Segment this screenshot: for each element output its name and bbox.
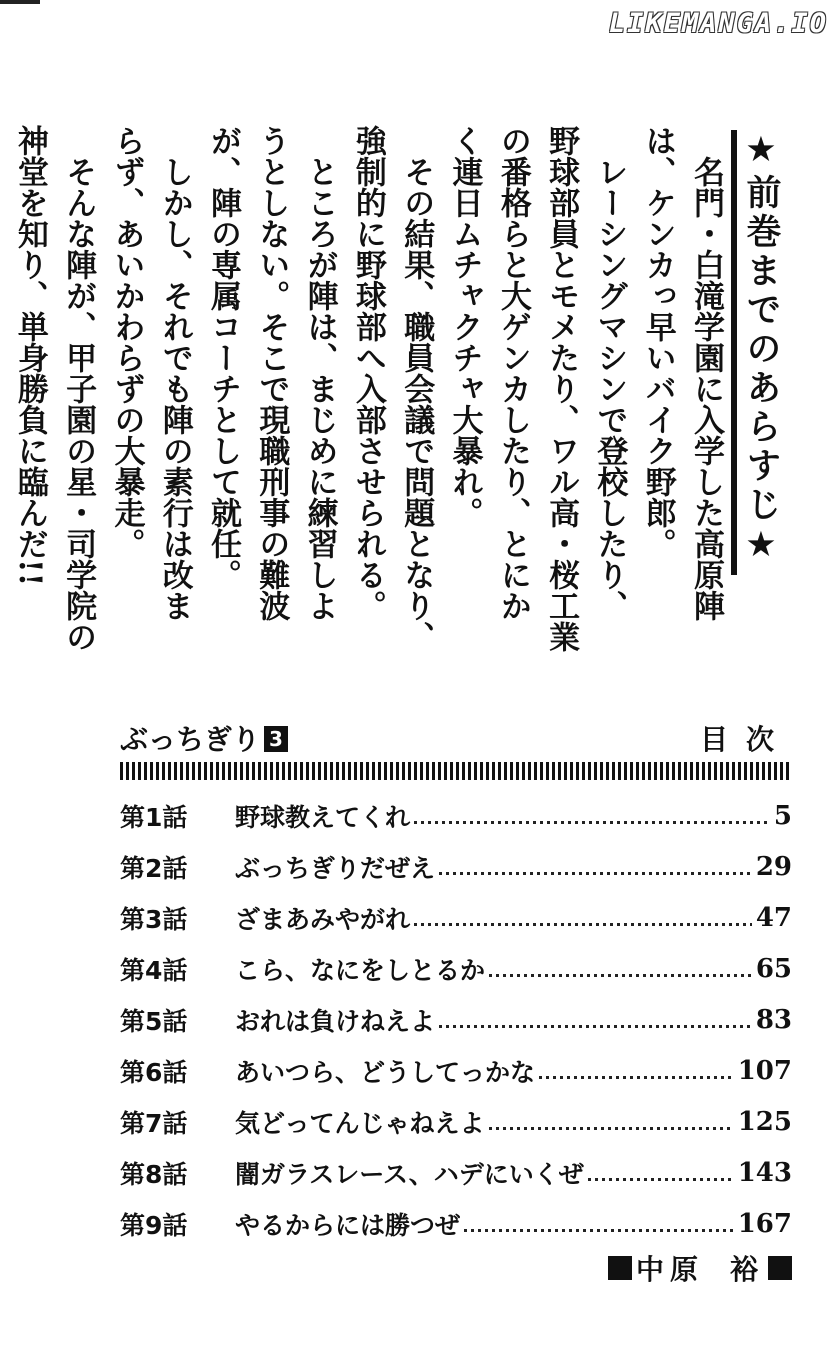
dot-leader [464,1229,734,1232]
volume-badge: 3 [264,726,288,752]
synopsis-line: が、陣の専属コーチとして就任。 [205,125,242,590]
episode-page: 143 [737,1157,792,1188]
toc-entry-7[interactable] [120,1096,792,1147]
episode-label: 第5話 [120,1006,188,1036]
black-square-icon [608,1256,632,1280]
black-square-icon [768,1256,792,1280]
episode-page: 167 [737,1208,792,1239]
episode-title: ざまあみやがれ [235,904,411,934]
synopsis-line: 野球部員とモメたり、ワル高・桜工業 [543,125,580,652]
episode-label: 第1話 [120,802,188,832]
episode-title: ぶっちぎりだぜえ [235,853,436,883]
episode-label: 第3話 [120,904,188,934]
dot-leader [439,1025,752,1028]
synopsis-text [11,125,730,652]
dot-leader [489,974,752,977]
synopsis-line: 神堂を知り、単身勝負に臨んだ!! [11,125,48,587]
episode-page: 47 [755,902,792,933]
toc-header [120,718,792,758]
episode-page: 125 [737,1106,792,1137]
dot-leader [588,1178,734,1181]
episode-page: 5 [773,800,792,831]
episode-page: 107 [737,1055,792,1086]
episode-label: 第9話 [120,1210,188,1240]
episode-page: 65 [755,953,792,984]
toc-entry-1[interactable] [120,790,792,841]
synopsis-line: の番格らと大ゲンカしたり、とにか [494,125,531,621]
synopsis-line: ところが陣は、まじめに練習しよ [301,156,338,621]
episode-title: 気どってんじゃねえよ [235,1108,485,1138]
author-given-name: 裕 [729,1253,764,1286]
author-name [636,1248,764,1288]
toc-entry-6[interactable] [120,1045,792,1096]
toc-heading: 目次 [699,723,792,756]
toc-entry-5[interactable] [120,994,792,1045]
episode-page: 83 [755,1004,792,1035]
synopsis-line: そんな陣が、甲子園の星・司学院の [60,156,97,652]
toc-entry-4[interactable] [120,943,792,994]
toc-entry-3[interactable] [120,892,792,943]
toc-entry-2[interactable] [120,841,792,892]
synopsis-line: うとしない。そこで現職刑事の難波 [253,125,290,621]
series-title [120,718,288,758]
author-credit [608,1248,792,1288]
synopsis-line: その結果、職員会議で問題となり、 [398,156,435,652]
toc-entry-8[interactable] [120,1147,792,1198]
episode-title: あいつら、どうしてっかな [235,1057,536,1087]
series-title-text: ぶっちぎり [120,723,261,756]
episode-title: やるからには勝つぜ [235,1210,461,1240]
episode-title: こら、なにをしとるか [235,955,486,985]
toc-ruler [120,762,792,780]
synopsis-line: レーシングマシンで登校したり、 [591,156,628,621]
dot-leader [439,872,752,875]
synopsis-title-bar [731,130,737,575]
episode-title: 闇ガラスレース、ハデにいくぜ [235,1159,584,1189]
dot-leader [414,923,752,926]
episode-label: 第4話 [120,955,188,985]
synopsis-line: 強制的に野球部へ入部させられる。 [349,125,386,621]
synopsis-title: ★前巻までのあらすじ★ [741,130,781,569]
episode-title: おれは負けねえよ [235,1006,436,1036]
episode-title: 野球教えてくれ [235,802,411,832]
toc-list [120,790,792,1249]
synopsis-line: らず、あいかわらずの大暴走。 [108,125,145,559]
dot-leader [539,1076,734,1079]
watermark: LIKEMANGA.IO [608,8,828,39]
episode-label: 第2話 [120,853,188,883]
dot-leader [489,1127,734,1130]
synopsis-line: 名門・白滝学園に入学した高原陣 [688,156,724,621]
page-edge-mark [0,0,40,4]
synopsis-line: く連日ムチャクチャ大暴れ。 [446,125,483,528]
episode-page: 29 [755,851,792,882]
dot-leader [414,821,770,824]
episode-label: 第7話 [120,1108,188,1138]
author-family-name: 中原 [635,1253,704,1286]
synopsis-line: は、ケンカっ早いバイク野郎。 [639,125,676,559]
episode-label: 第8話 [120,1159,188,1189]
toc-entry-9[interactable] [120,1198,792,1249]
episode-label: 第6話 [120,1057,188,1087]
synopsis-line: しかし、それでも陣の素行は改ま [156,156,193,621]
